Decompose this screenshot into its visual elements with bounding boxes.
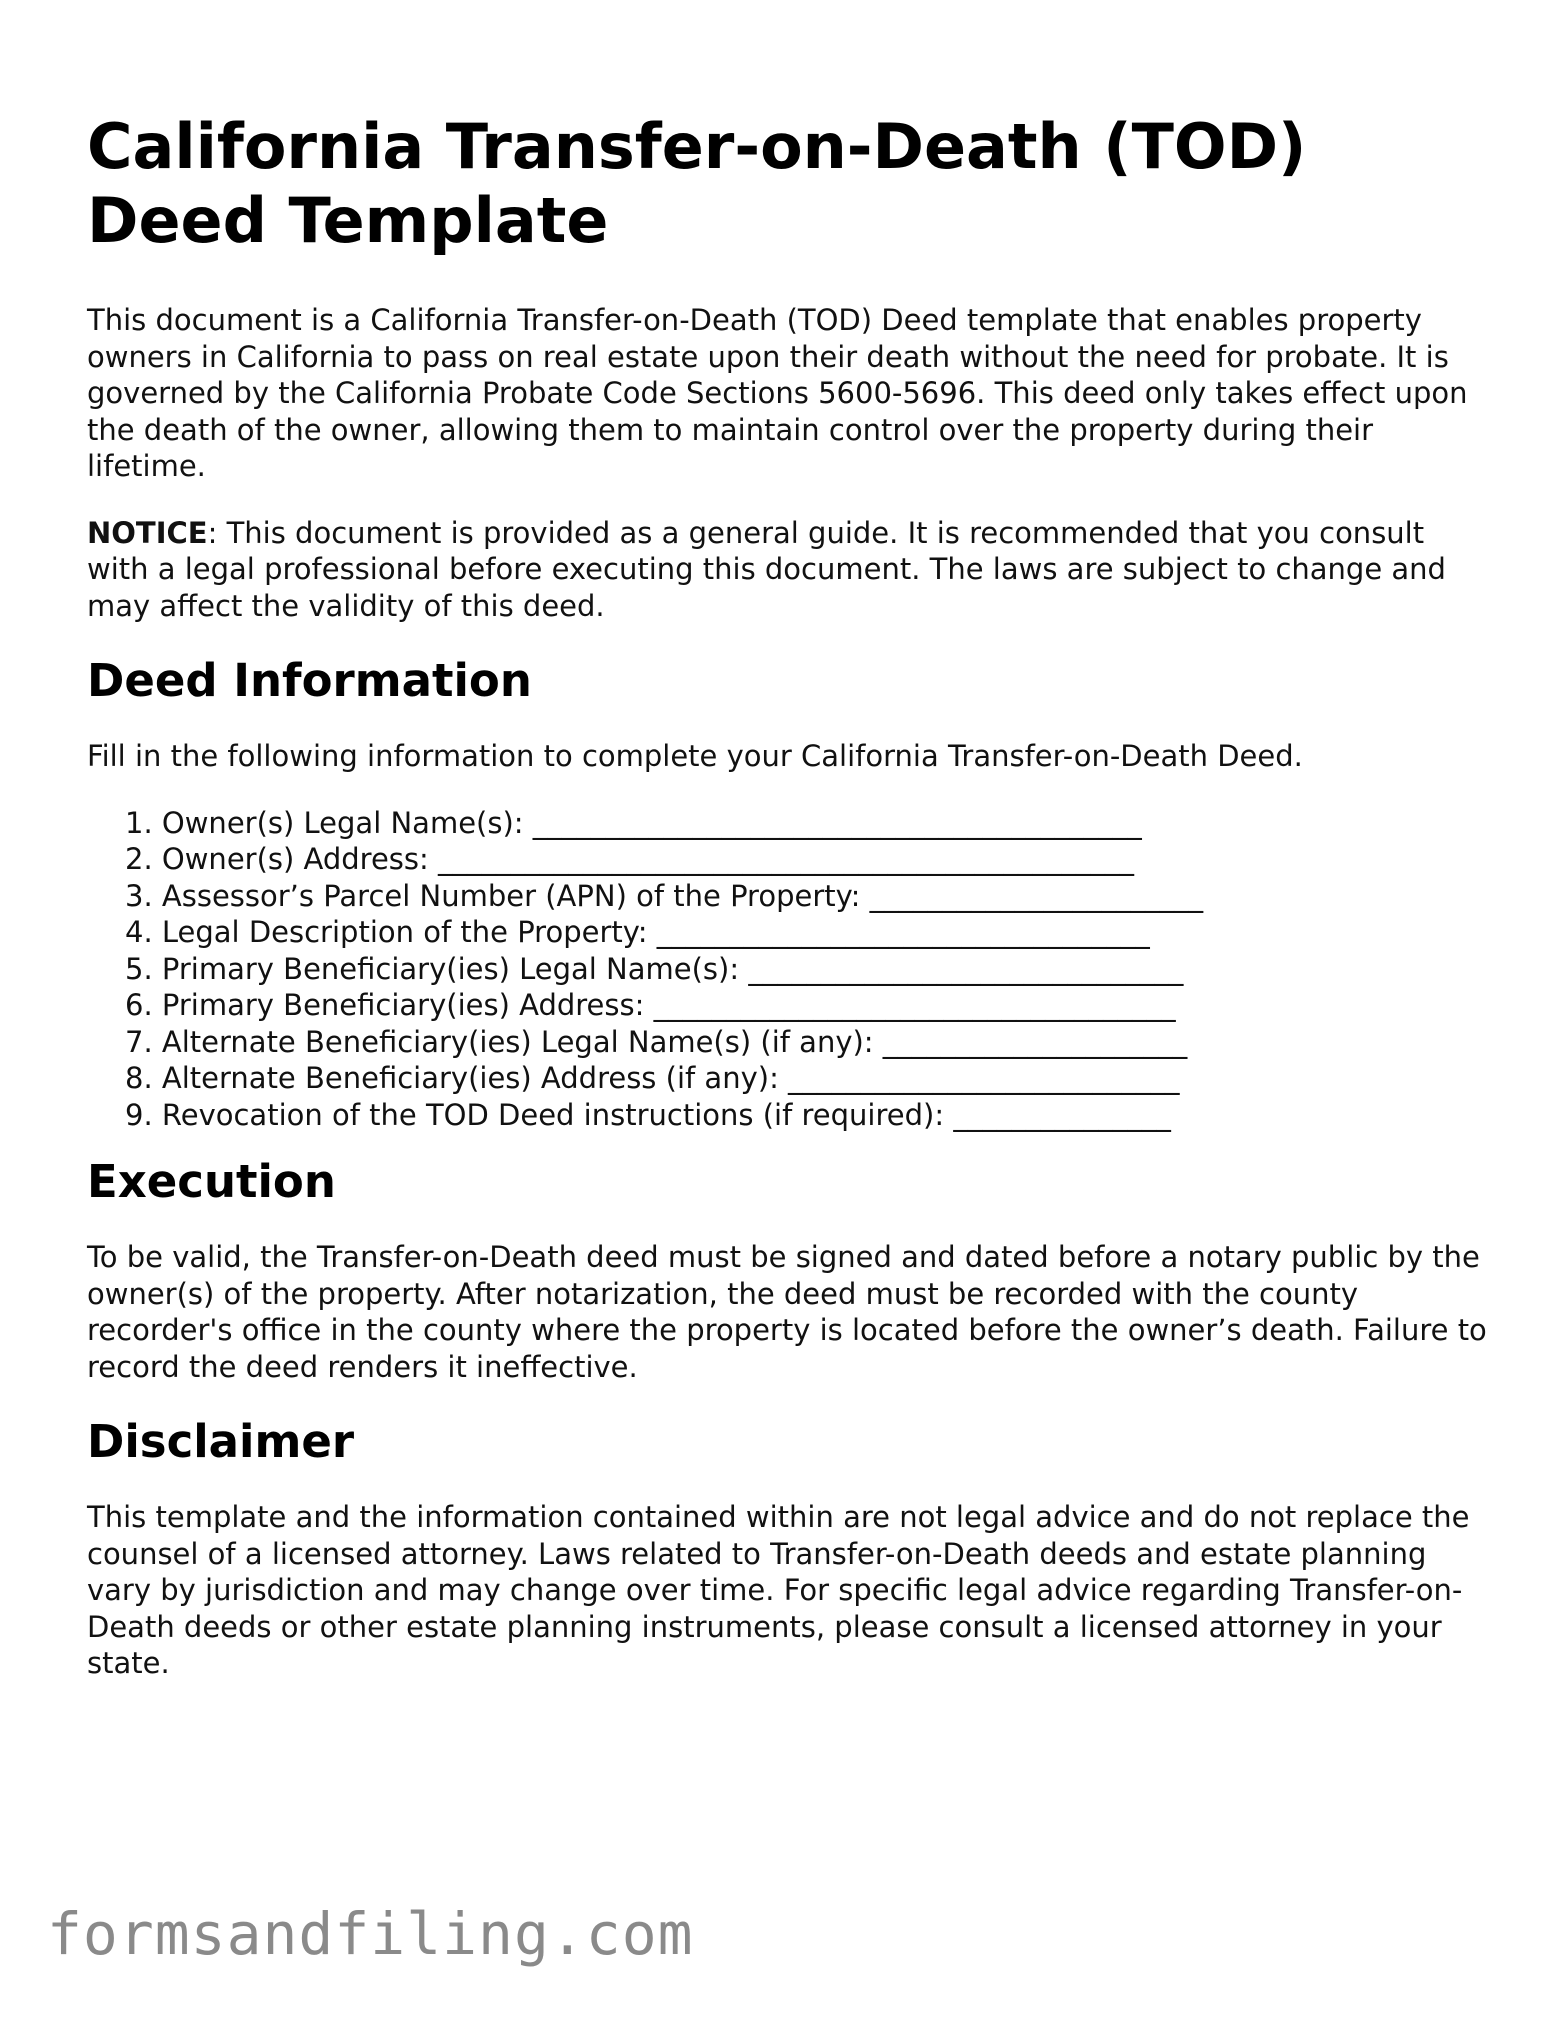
notice-paragraph xyxy=(87,515,1487,625)
list-item xyxy=(125,1060,1487,1097)
field-number: 9. xyxy=(125,1097,153,1132)
list-item xyxy=(125,951,1487,988)
disclaimer-paragraph: This template and the information contained within are not legal advice and do not replace the counsel of a licensed attorney. Laws related to Transfer-on-Death deeds and estate planning vary by jurisdiction and may change over time. For specific legal advice regarding Transfer-on-Death deeds or other estate planning instruments, please consult a licensed attorney in your state. xyxy=(87,1500,1470,1680)
field-number: 6. xyxy=(125,988,153,1022)
list-item xyxy=(125,805,1487,842)
field-alternate-beneficiary-names[interactable]: Alternate Beneficiary(ies) Legal Name(s) (if any): _____________________ xyxy=(161,1024,1188,1059)
disclaimer-heading: Disclaimer xyxy=(87,1415,355,1468)
list-item xyxy=(125,878,1487,915)
field-owner-address[interactable]: Owner(s) Address: ________________________________________________ xyxy=(161,842,1135,876)
field-primary-beneficiary-address[interactable]: Primary Beneficiary(ies) Address: ____________________________________ xyxy=(161,988,1176,1022)
field-number: 2. xyxy=(125,842,153,876)
watermark-text: formsandfiling.com xyxy=(47,1900,694,1968)
list-item xyxy=(125,841,1487,878)
deed-information-heading: Deed Information xyxy=(87,654,532,707)
list-item xyxy=(125,914,1487,951)
notice-text: : This document is provided as a general guide. It is recommended that you consult with a legal professional before executing this document. The laws are subject to change and may affect the validity of this deed. xyxy=(87,515,1446,623)
deed-information-instructions: Fill in the following information to complete your California Transfer-on-Death Deed. xyxy=(87,739,1303,773)
field-number: 4. xyxy=(125,915,153,949)
field-number: 3. xyxy=(125,878,153,913)
list-item xyxy=(125,987,1487,1024)
intro-paragraph: This document is a California Transfer-on-Death (TOD) Deed template that enables property owners in California to pass on real estate upon their death without the need for probate. It is governed by the California Probate Code Sections 5600-5696. This deed only takes effect upon the death of the owner, allowing them to maintain control over the property during their lifetime. xyxy=(87,303,1468,483)
field-legal-description[interactable]: Legal Description of the Property: __________________________________ xyxy=(161,915,1150,949)
notice-label: NOTICE xyxy=(87,515,208,550)
list-item xyxy=(125,1024,1487,1061)
field-apn[interactable]: Assessor’s Parcel Number (APN) of the Property: _______________________ xyxy=(161,878,1204,913)
page-title: California Transfer-on-Death (TOD) Deed Template xyxy=(87,110,1307,257)
list-item xyxy=(125,1097,1487,1134)
field-alternate-beneficiary-address[interactable]: Alternate Beneficiary(ies) Address (if any): ___________________________ xyxy=(161,1061,1180,1095)
document-page xyxy=(87,110,1487,1712)
field-owner-legal-names[interactable]: Owner(s) Legal Name(s): __________________________________________ xyxy=(161,805,1142,840)
field-number: 7. xyxy=(125,1024,153,1059)
field-revocation-instructions[interactable]: Revocation of the TOD Deed instructions (if required): _______________ xyxy=(161,1097,1171,1132)
field-number: 8. xyxy=(125,1061,153,1095)
execution-heading: Execution xyxy=(87,1155,336,1208)
deed-fields-list xyxy=(87,805,1487,1134)
field-number: 5. xyxy=(125,951,153,986)
field-number: 1. xyxy=(125,805,153,840)
execution-paragraph: To be valid, the Transfer-on-Death deed must be signed and dated before a notary public by the owner(s) of the property. After notarization, the deed must be recorded with the county recorder's office in the county where the property is located before the owner’s death. Failure to record the deed renders it ineffective. xyxy=(87,1240,1487,1384)
field-primary-beneficiary-names[interactable]: Primary Beneficiary(ies) Legal Name(s): ______________________________ xyxy=(161,951,1184,986)
